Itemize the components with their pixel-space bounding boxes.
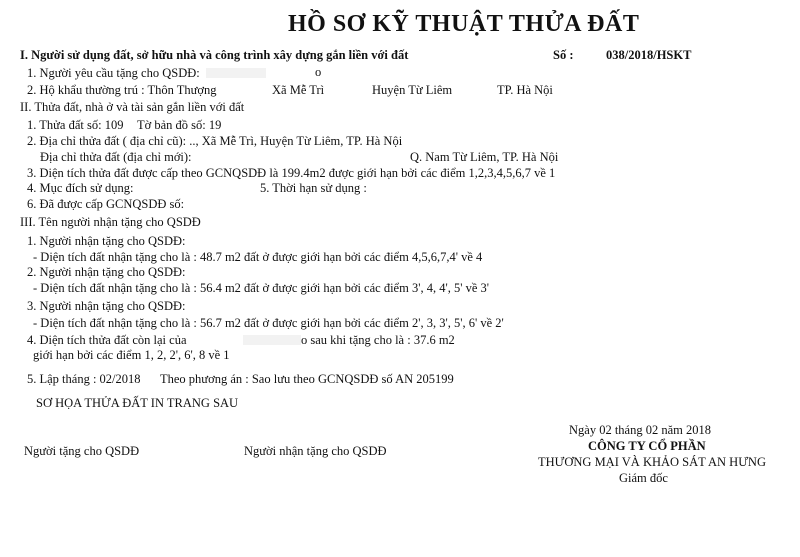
plan-note: Theo phương án : Sao lưu theo GCNQSDĐ số AN 205199	[160, 372, 454, 386]
so-label: Số :	[553, 48, 574, 62]
receiver-signature-label: Người nhận tặng cho QSDĐ	[244, 444, 387, 458]
residence-city: TP. Hà Nội	[497, 83, 553, 97]
parcel-number: 1. Thửa đất số: 109	[27, 118, 124, 132]
section-2-heading: II. Thửa đất, nhà ở và tài sản gắn liền với đất	[20, 100, 245, 114]
requester-label: 1. Người yêu cầu tặng cho QSDĐ:	[27, 66, 200, 80]
residence-commune: Xã Mễ Trì	[272, 83, 325, 97]
recipient-1-label: 1. Người nhận tặng cho QSDĐ:	[27, 234, 186, 248]
company-name-line-2: THƯƠNG MẠI VÀ KHẢO SÁT AN HƯNG	[538, 455, 766, 469]
recipient-2-label: 2. Người nhận tặng cho QSDĐ:	[27, 265, 186, 279]
sketch-note: SƠ HỌA THỬA ĐẤT IN TRANG SAU	[36, 396, 239, 410]
recipient-3-area: - Diện tích đất nhận tặng cho là : 56.7 m2 đất ở được giới hạn bởi các điểm 2', 3, 3', 5', 6' về 2'	[33, 316, 504, 330]
section-3-heading: III. Tên người nhận tặng cho QSDĐ	[20, 215, 201, 229]
new-address-label: Địa chỉ thửa đất (địa chỉ mới):	[40, 150, 192, 164]
director-title: Giám đốc	[619, 471, 668, 485]
certificate-number: 6. Đã được cấp GCNQSDĐ số:	[27, 197, 185, 211]
remaining-area-label: 4. Diện tích thửa đất còn lại của	[27, 333, 187, 347]
prepared-month: 5. Lập tháng : 02/2018	[27, 372, 141, 386]
remaining-area-bounds: giới hạn bởi các điểm 1, 2, 2', 6', 8 về 1	[33, 348, 230, 362]
company-name-line-1: CÔNG TY CỔ PHẦN	[588, 439, 706, 453]
new-address-value: Q. Nam Từ Liêm, TP. Hà Nội	[410, 150, 559, 164]
residence-district: Huyện Từ Liêm	[372, 83, 453, 97]
parcel-area: 3. Diện tích thửa đất được cấp theo GCNQSDĐ là 199.4m2 được giới hạn bởi các điểm 1,2,3,4,5,6,7 về 1	[27, 166, 556, 180]
recipient-3-label: 3. Người nhận tặng cho QSDĐ:	[27, 299, 186, 313]
old-address: 2. Địa chỉ thửa đất ( địa chỉ cũ): .., Xã Mễ Trì, Huyện Từ Liêm, TP. Hà Nội	[27, 134, 403, 148]
requester-tail: o	[315, 65, 322, 79]
usage-term: 5. Thời hạn sử dụng :	[260, 181, 367, 195]
usage-purpose: 4. Mục đích sử dụng:	[27, 181, 134, 195]
residence-label: 2. Hộ khẩu thường trú : Thôn Thượng	[27, 83, 217, 97]
map-sheet-number: Tờ bản đồ số: 19	[137, 118, 222, 132]
redacted-name	[206, 68, 266, 78]
document-title: HỒ SƠ KỸ THUẬT THỬA ĐẤT	[288, 11, 640, 37]
so-value: 038/2018/HSKT	[606, 48, 692, 62]
recipient-1-area: - Diện tích đất nhận tặng cho là : 48.7 m2 đất ở được giới hạn bởi các điểm 4,5,6,7,4' về 4	[33, 250, 483, 264]
recipient-2-area: - Diện tích đất nhận tặng cho là : 56.4 m2 đất ở được giới hạn bởi các điểm 3', 4, 4', 5' về 3'	[33, 281, 490, 295]
section-1-heading: I. Người sử dụng đất, sở hữu nhà và công trình xây dựng gắn liền với đất	[20, 48, 409, 62]
redacted-owner	[243, 335, 301, 345]
sign-date: Ngày 02 tháng 02 năm 2018	[569, 423, 711, 437]
remaining-area-value: o sau khi tặng cho là : 37.6 m2	[301, 333, 455, 347]
giver-signature-label: Người tặng cho QSDĐ	[24, 444, 140, 458]
